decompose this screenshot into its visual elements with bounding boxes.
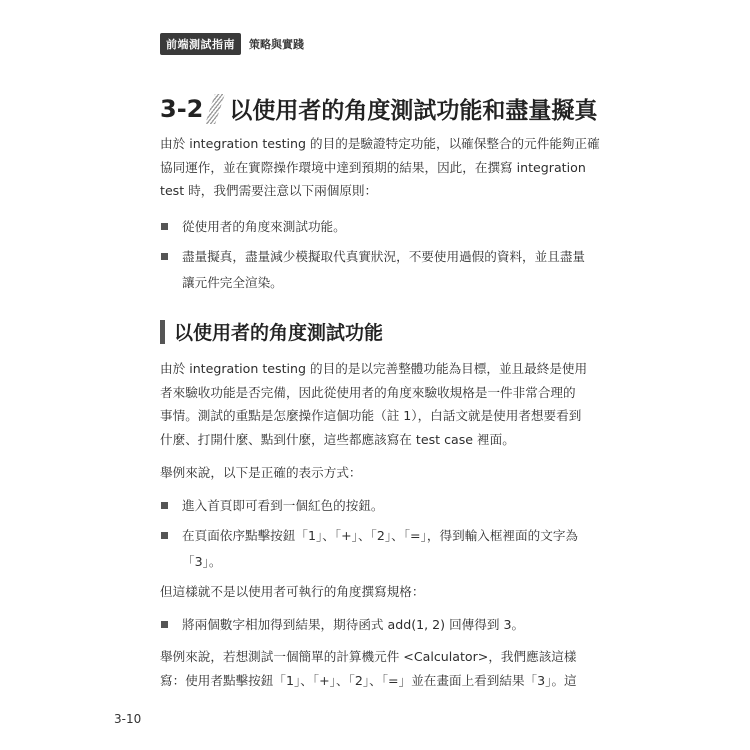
section-number: 3-2	[160, 94, 204, 123]
paragraph-line: 由於 integration testing 的目的是以完善整體功能為目標，並且最終是使用	[160, 361, 588, 376]
bullet-text: 在頁面依序點擊按鈕「1」、「+」、「2」、「=」，得到輸入框裡面的文字為	[182, 528, 579, 543]
square-bullet-icon	[161, 502, 168, 509]
bullet-text: 將兩個數字相加得到結果，期待函式 add(1, 2) 回傳得到 3。	[182, 617, 525, 632]
paragraph-line: 協同運作，並在實際操作環境中達到預期的結果，因此，在撰寫 integration	[160, 159, 586, 175]
bullet-text: 讓元件完全渲染。	[182, 275, 283, 290]
running-header	[160, 33, 304, 55]
square-bullet-icon	[161, 621, 168, 628]
book-subtitle: 策略與實踐	[249, 38, 304, 51]
section-heading	[160, 92, 597, 125]
subsection-heading	[160, 318, 383, 345]
bullet-text: 進入首頁即可看到一個紅色的按鈕。	[182, 498, 384, 513]
bullet-text: 從使用者的角度來測試功能。	[182, 219, 346, 234]
section-title: 以使用者的角度測試功能和盡量擬真	[229, 98, 598, 124]
paragraph-line: 但這樣就不是以使用者可執行的角度撰寫規格：	[160, 584, 425, 599]
paragraph-line: test 時，我們需要注意以下兩個原則：	[160, 183, 378, 198]
incorrect-example-item	[160, 612, 590, 638]
square-bullet-icon	[161, 253, 168, 260]
paragraph-line: 什麼、打開什麼、點到什麼，這些都應該寫在 test case 裡面。	[160, 431, 515, 447]
bullet-text: 盡量擬真，盡量減少模擬取代真實狀況，不要使用過假的資料，並且盡量	[182, 249, 585, 264]
square-bullet-icon	[161, 223, 168, 230]
body-paragraph-1	[160, 357, 588, 451]
body-paragraph-2	[160, 461, 588, 485]
bullet-text: 「3」。	[182, 554, 222, 569]
body-paragraph-3	[160, 580, 588, 604]
paragraph-line: 舉例來說，以下是正確的表示方式：	[160, 465, 362, 480]
section-divider-slash	[205, 94, 225, 124]
paragraph-line: 者來驗收功能是否完備，因此從使用者的角度來驗收規格是一件非常合理的	[160, 384, 576, 400]
body-paragraph-4	[160, 645, 588, 692]
principle-item	[160, 214, 590, 240]
book-title-badge: 前端測試指南	[160, 33, 241, 55]
square-bullet-icon	[161, 532, 168, 539]
paragraph-line: 舉例來說，若想測試一個簡單的計算機元件 <Calculator>，我們應該這樣	[160, 649, 577, 664]
heading-bar-marker	[160, 320, 165, 344]
correct-example-item	[160, 493, 590, 519]
correct-example-item	[160, 523, 590, 575]
paragraph-line: 事情。測試的重點是怎麼操作這個功能（註 1），白話文就是使用者想要看到	[160, 408, 582, 423]
principle-item	[160, 244, 590, 296]
intro-paragraph	[160, 132, 600, 203]
page-number: 3-10	[114, 712, 142, 726]
paragraph-line: 由於 integration testing 的目的是驗證特定功能，以確保整合的元件能夠正確	[160, 136, 600, 151]
subsection-title: 以使用者的角度測試功能	[174, 322, 384, 344]
paragraph-line: 寫：使用者點擊按鈕「1」、「+」、「2」、「=」並在畫面上看到結果「3」。這	[160, 672, 577, 688]
